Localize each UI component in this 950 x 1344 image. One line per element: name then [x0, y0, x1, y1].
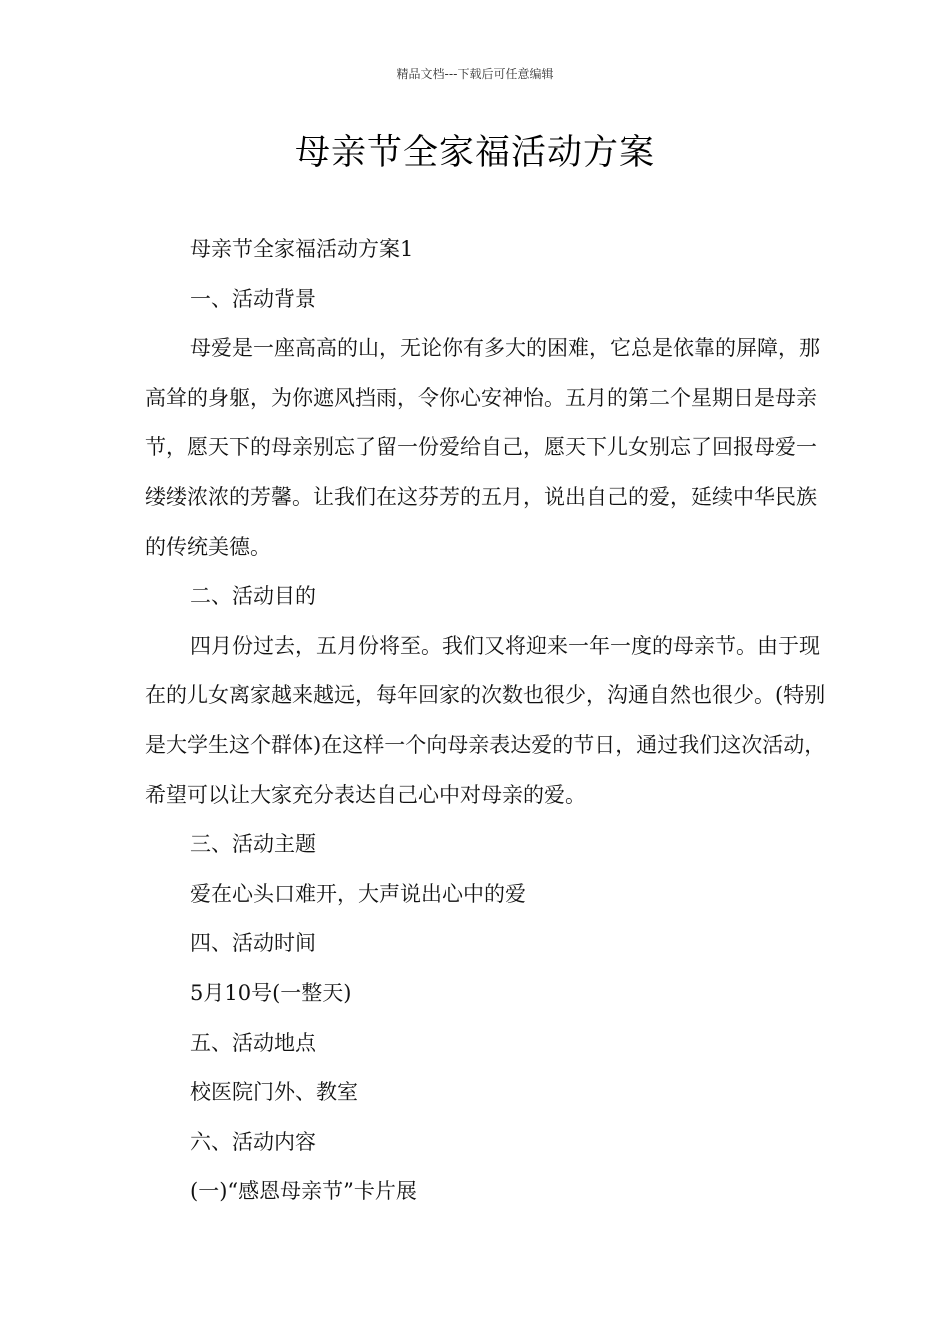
paragraph-location: 校医院门外、教室: [190, 1080, 358, 1105]
document-body: [145, 225, 835, 1217]
paragraph-theme: 爱在心头口难开，大声说出心中的爱: [190, 881, 526, 906]
heading-content: 六、活动内容: [190, 1129, 316, 1154]
heading-purpose: 二、活动目的: [190, 584, 316, 609]
heading-time: 四、活动时间: [190, 931, 316, 956]
paragraph-time: 5月10号(一整天): [190, 980, 352, 1005]
heading-background: 一、活动背景: [190, 286, 316, 311]
heading-location: 五、活动地点: [190, 1030, 316, 1055]
header-note: 精品文档---下载后可任意编辑: [396, 67, 554, 81]
section-subtitle: 母亲节全家福活动方案1: [190, 237, 414, 261]
paragraph-background: 母爱是一座高高的山，无论你有多大的困难，它总是依靠的屏障，那高耸的身躯，为你遮风挡雨，令你心安神怡。五月的第二个星期日是母亲节，愿天下的母亲别忘了留一份爱给自己，愿天下儿女别忘了回报母爱一缕缕浓浓的芳馨。让我们在这芬芳的五月，说出自己的爱，延续中华民族的传统美德。: [145, 336, 820, 559]
paragraph-purpose: 四月份过去，五月份将至。我们又将迎来一年一度的母亲节。由于现在的儿女离家越来越远，每年回家的次数也很少，沟通自然也很少。(特别是大学生这个群体)在这样一个向母亲表达爱的节日，通过我们这次活动，希望可以让大家充分表达自己心中对母亲的爱。: [145, 633, 826, 807]
document-title: 母亲节全家福活动方案: [294, 133, 655, 173]
heading-theme: 三、活动主题: [190, 832, 316, 857]
paragraph-content-item: (一)“感恩母亲节”卡片展: [190, 1179, 417, 1204]
